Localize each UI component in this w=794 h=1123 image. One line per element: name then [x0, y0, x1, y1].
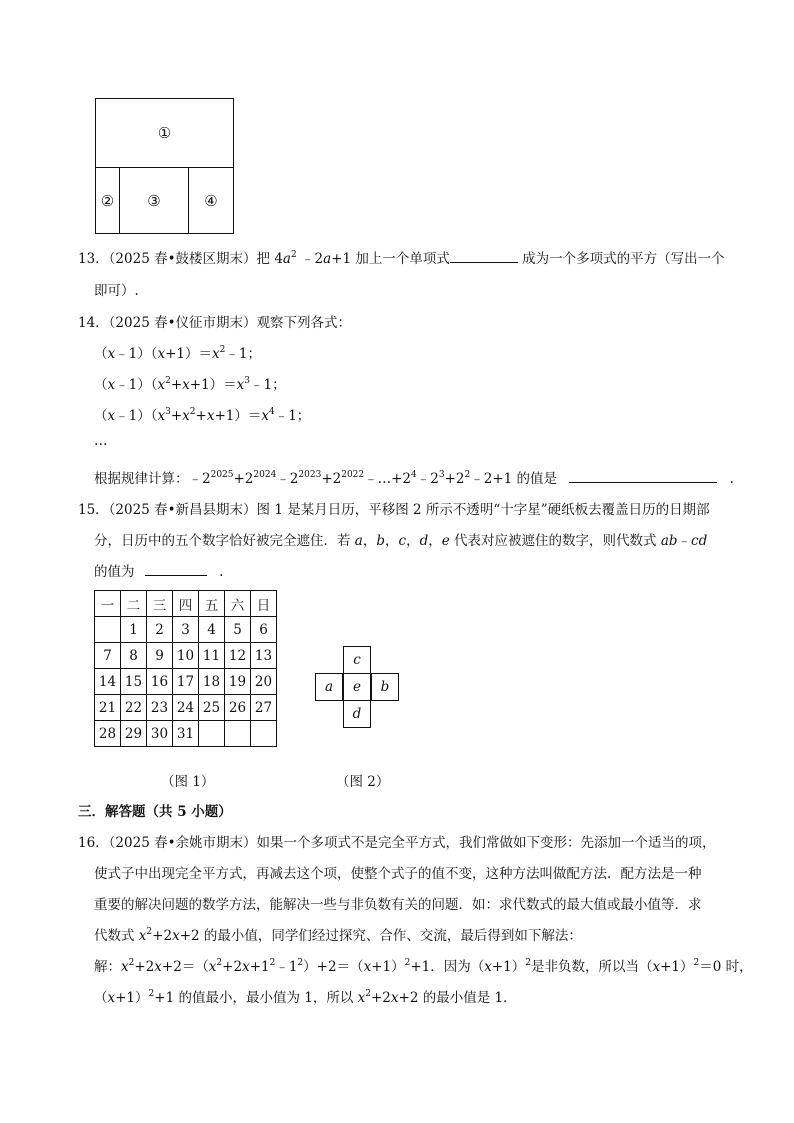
- question-16-line-2: 使式子中出现完全平方式，再减去这个项，使整个式子的值不变，这种方法叫做配方法．配方法是一种: [94, 866, 702, 882]
- calendar-day-cell: 5: [225, 617, 251, 643]
- question-15-line-2: 分，日历中的五个数字恰好被完全遮住．若 a，b，c，d，e 代表对应被遮住的数字，则代数式 ab﹣cd: [94, 533, 708, 549]
- calendar-day-cell: 28: [95, 721, 121, 747]
- cross-center-cell: e: [343, 673, 371, 701]
- calendar-day-cell: 18: [199, 669, 225, 695]
- calendar-day-cell: 8: [121, 643, 147, 669]
- calendar-day-cell: 15: [121, 669, 147, 695]
- calendar-day-cell: 19: [225, 669, 251, 695]
- cross-left-cell: a: [315, 673, 343, 701]
- calendar-day-cell: 2: [147, 617, 173, 643]
- question-16-solution-line-1: 解：$x^2+2x+2=(x^2+2x+1^2﹣1^2)+2=(x+1)^2+1$．因为$(x+1)^2$是非负数，所以当$(x+1)^2=0$ 时，: [94, 957, 753, 975]
- calendar-day-cell: 29: [121, 721, 147, 747]
- question-14-heading: 14．（2025 春•仪征市期末）观察下列各式：: [78, 315, 352, 331]
- weekday-header: 四: [173, 591, 199, 617]
- cross-right-cell: b: [371, 673, 399, 701]
- weekday-header: 二: [121, 591, 147, 617]
- calendar-day-cell: 23: [147, 695, 173, 721]
- calendar-day-cell: 4: [199, 617, 225, 643]
- calendar-day-cell: 6: [251, 617, 277, 643]
- question-16-line-1: 16．（2025 春•余姚市期末）如果一个多项式不是完全平方式，我们常做如下变形：先添加一个适当的项，: [78, 835, 716, 851]
- calendar-day-cell: 1: [121, 617, 147, 643]
- calendar-table: [94, 590, 277, 747]
- figure-2-caption: （图 2）: [336, 774, 390, 790]
- question-15-line-1: 15．（2025 春•新昌县期末）图 1 是某月日历，平移图 2 所示不透明“十字星”硬纸板去覆盖日历的日期部: [78, 502, 710, 518]
- calendar-day-cell: 24: [173, 695, 199, 721]
- calendar-day-cell: 3: [173, 617, 199, 643]
- answer-blank-13[interactable]: [450, 250, 518, 263]
- weekday-header: 一: [95, 591, 121, 617]
- rectangle-partition-figure: [95, 98, 234, 234]
- figure-1-caption: （图 1）: [161, 774, 215, 790]
- calendar-day-cell: 21: [95, 695, 121, 721]
- calendar-day-cell: 30: [147, 721, 173, 747]
- calendar-day-cell: 20: [251, 669, 277, 695]
- section-3-heading: 三．解答题（共 5 小题）: [78, 804, 232, 820]
- calendar-day-cell: 22: [121, 695, 147, 721]
- region-2-label: ②: [96, 168, 120, 233]
- question-16-solution-line-2: $(x+1)^2+1$ 的值最小，最小值为 1，所以 $x^2+2x+2$ 的最小值是 1．: [94, 988, 517, 1006]
- question-14-equation-3: $(x﹣1)(x^3+x^2+x+1)=x^4﹣1$；: [94, 406, 311, 424]
- calendar-day-cell: 10: [173, 643, 199, 669]
- question-14-rule-line: 根据规律计算：$﹣2^{2025}+2^{2024}﹣2^{2023}+2^{2022}﹣\dots+2^4﹣2^3+2^2﹣2+1$ 的值是 .: [94, 469, 734, 487]
- weekday-header: 日: [251, 591, 277, 617]
- question-13-line-2: 即可）.: [94, 283, 139, 299]
- calendar-day-cell: 27: [251, 695, 277, 721]
- question-16-line-3: 重要的解决问题的数学方法，能解决一些与非负数有关的问题．如：求代数式的最大值或最小值等．求: [94, 897, 702, 913]
- calendar-header-row: [95, 591, 277, 617]
- question-13-line-1: 13．（2025 春•鼓楼区期末）把 $4a^2$ ﹣2a+1 加上一个单项式 成为一个多项式的平方（写出一个: [78, 249, 725, 267]
- cross-bottom-cell: d: [343, 700, 371, 728]
- calendar-day-cell: [95, 617, 121, 643]
- region-1-label: ①: [157, 124, 172, 142]
- calendar-day-cell: 13: [251, 643, 277, 669]
- calendar-day-cell: 9: [147, 643, 173, 669]
- calendar-day-cell: [251, 721, 277, 747]
- calendar-week-row: [95, 721, 277, 747]
- region-3-label: ③: [120, 168, 189, 233]
- calendar-day-cell: 26: [225, 695, 251, 721]
- question-14-equation-1: $(x﹣1)(x+1)=x^2﹣1$；: [94, 344, 261, 362]
- question-15-line-3: 的值为 .: [94, 564, 224, 580]
- weekday-header: 三: [147, 591, 173, 617]
- calendar-day-cell: [225, 721, 251, 747]
- calendar-day-cell: 17: [173, 669, 199, 695]
- answer-blank-15[interactable]: [145, 563, 207, 576]
- calendar-day-cell: 11: [199, 643, 225, 669]
- question-16-line-4: 代数式 $x^2+2x+2$ 的最小值，同学们经过探究、合作、交流，最后得到如下解法：: [94, 926, 582, 944]
- calendar-day-cell: 31: [173, 721, 199, 747]
- calendar-day-cell: 25: [199, 695, 225, 721]
- calendar-day-cell: 14: [95, 669, 121, 695]
- calendar-day-cell: 7: [95, 643, 121, 669]
- calendar-day-cell: 12: [225, 643, 251, 669]
- question-14-ellipsis: …: [94, 433, 108, 449]
- question-14-equation-2: $(x﹣1)(x^2+x+1)=x^3﹣1$；: [94, 375, 286, 393]
- calendar-week-row: [95, 669, 277, 695]
- cross-top-cell: c: [343, 646, 371, 674]
- calendar-week-row: [95, 643, 277, 669]
- weekday-header: 六: [225, 591, 251, 617]
- answer-blank-14[interactable]: [569, 470, 717, 483]
- calendar-week-row: [95, 617, 277, 643]
- region-4-label: ④: [204, 191, 218, 210]
- calendar-week-row: [95, 695, 277, 721]
- weekday-header: 五: [199, 591, 225, 617]
- calendar-day-cell: 16: [147, 669, 173, 695]
- calendar-day-cell: [199, 721, 225, 747]
